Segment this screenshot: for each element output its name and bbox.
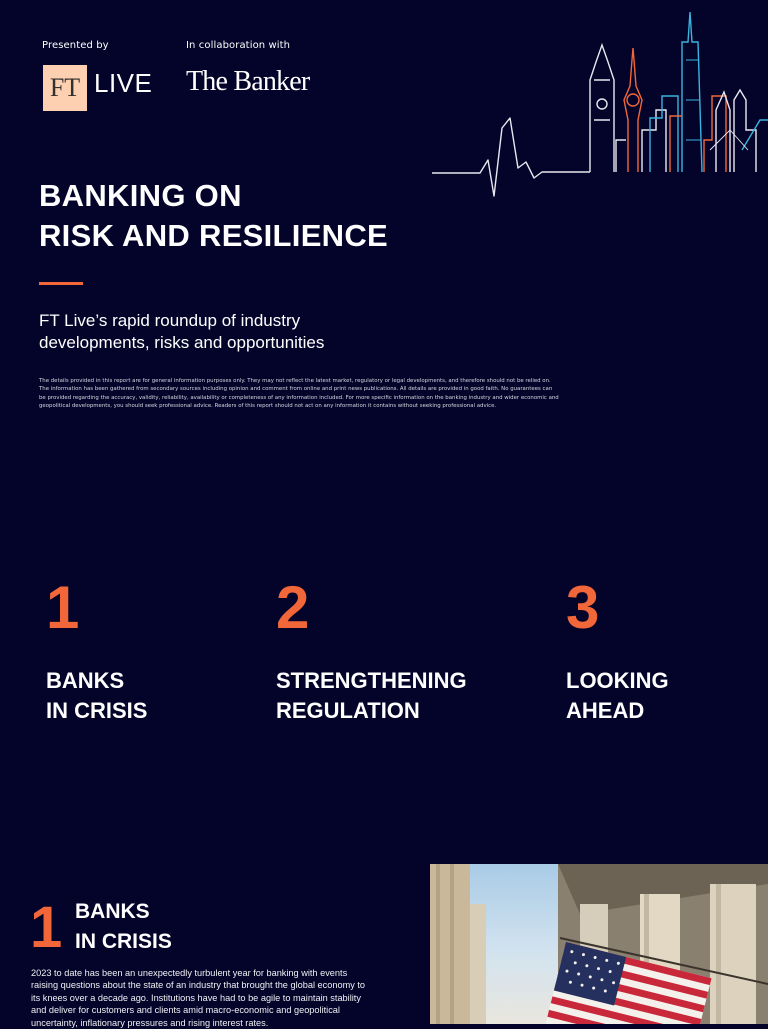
- toc-label: [566, 666, 669, 726]
- toc-label-line-2: IN CRISIS: [46, 698, 148, 723]
- the-banker-logo: The Banker: [186, 66, 310, 97]
- toc-label-line-1: LOOKING: [566, 668, 669, 693]
- toc-label-line-1: STRENGTHENING: [276, 668, 467, 693]
- subtitle-line-1: FT Live’s rapid roundup of industry: [39, 311, 301, 330]
- stock-exchange-flag-photo: [430, 864, 768, 1024]
- toc-label-line-2: AHEAD: [566, 698, 645, 723]
- toc-label-line-2: REGULATION: [276, 698, 420, 723]
- accent-rule: [39, 282, 83, 285]
- report-subtitle: [39, 310, 324, 354]
- photo-illustration: [430, 864, 768, 1024]
- toc-item-looking-ahead[interactable]: [566, 574, 669, 726]
- toc-number: 1: [46, 574, 80, 641]
- article-body: 2023 to date has been an unexpectedly turbulent year for banking with events raising questions about the state of an industry that brought the global economy to its knees over a decade ago. Institutions have had to be agile to maintain stability and deliver for customers and clients amid macro-economic and geopolitical uncertainty, inflationary pressures and rising interest rates.: [31, 968, 366, 1028]
- report-title: [39, 176, 388, 256]
- toc-number: 3: [566, 574, 600, 641]
- skyline-illustration: [430, 0, 768, 210]
- title-line-1: BANKING ON: [39, 178, 242, 213]
- article-heading-line-1: BANKS: [75, 900, 150, 923]
- ft-logo: FT: [43, 65, 87, 111]
- collaboration-label: In collaboration with: [186, 40, 291, 51]
- presented-by-label: Presented by: [42, 40, 109, 51]
- article-number: 1: [30, 895, 63, 960]
- article-heading: [75, 897, 172, 957]
- ft-live-logo-text: LIVE: [94, 68, 153, 98]
- toc-label: [46, 666, 147, 726]
- toc-number: 2: [276, 574, 310, 641]
- toc-label-line-1: BANKS: [46, 668, 125, 693]
- toc-label: [276, 666, 467, 726]
- title-line-2: RISK AND RESILIENCE: [39, 218, 389, 253]
- article-heading-line-2: IN CRISIS: [75, 930, 172, 953]
- toc-item-strengthening-regulation[interactable]: [276, 574, 467, 726]
- subtitle-line-2: developments, risks and opportunities: [39, 333, 325, 352]
- disclaimer-text: The details provided in this report are for general information purposes only. They may not reflect the latest market, regulatory or legal developments, and therefore should not be relied on. The information has been gathered from secondary sources including opinion and comment from online and print news publications. All details are provided in good faith. No guarantees can be provided regarding the accuracy, validity, reliability, availability or completeness of any information included. For more specific information on the banking industry and wider economic and geopolitical developments, you should seek professional advice. Readers of this report should not act on any information it contains without seeking professional advice.: [39, 378, 559, 410]
- toc-item-banks-in-crisis[interactable]: [46, 574, 148, 726]
